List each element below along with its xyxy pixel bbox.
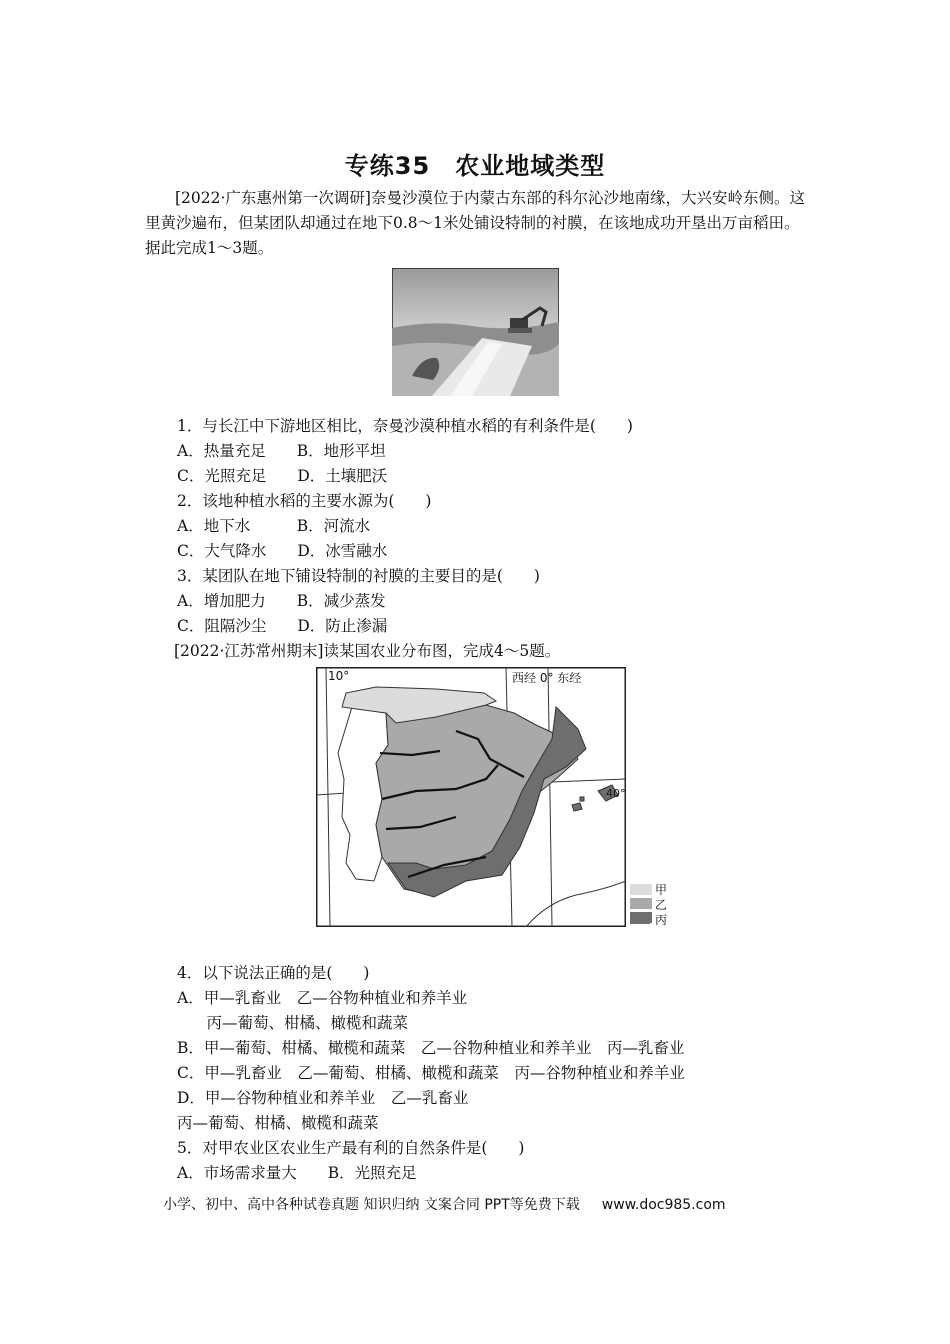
- option-line: A．地下水 B．河流水: [177, 517, 371, 535]
- page-title: 专练35 农业地域类型: [344, 152, 606, 180]
- question-group-1: [174, 415, 633, 662]
- option-line: C．甲—乳畜业 乙—葡萄、柑橘、橄榄和蔬菜 丙—谷物种植业和养羊业: [177, 1064, 685, 1082]
- question-line: 4．以下说法正确的是( ): [177, 964, 370, 982]
- option-line: C．大气降水 D．冰雪融水: [177, 542, 388, 560]
- longitude-label-center: 西经 0° 东经: [512, 671, 582, 685]
- latitude-label: 40°: [606, 787, 626, 800]
- option-line: A．市场需求量大 B．光照充足: [177, 1164, 417, 1182]
- question-line: 3．某团队在地下铺设特制的衬膜的主要目的是( ): [177, 567, 540, 585]
- option-line: A．甲—乳畜业 乙—谷物种植业和养羊业: [177, 989, 468, 1007]
- question-line: 2．该地种植水稻的主要水源为( ): [177, 492, 432, 510]
- option-line: 丙—葡萄、柑橘、橄榄和蔬菜: [177, 1114, 379, 1132]
- option-line: C．光照充足 D．土壤肥沃: [177, 467, 388, 485]
- question-line: 5．对甲农业区农业生产最有利的自然条件是( ): [177, 1139, 525, 1157]
- option-line: C．阻隔沙尘 D．防止渗漏: [177, 617, 388, 635]
- option-line: A．增加肥力 B．减少蒸发: [177, 592, 386, 610]
- agriculture-map: [316, 667, 626, 927]
- intro-paragraph-1: [2022·广东惠州第一次调研]奈曼沙漠位于内蒙古东部的科尔沁沙地南缘，大兴安岭东侧。这里黄沙遍布，但某团队却通过在地下0.8～1米处铺设特制的衬膜，在该地成功开垦出万亩稻田。据此完成1～3题。: [145, 189, 805, 257]
- desert-photo: [392, 268, 559, 396]
- footer-text: 小学、初中、高中各种试卷真题 知识归纳 文案合同 PPT等免费下载: [163, 1197, 580, 1213]
- longitude-label-left: 10°: [328, 669, 350, 683]
- option-line: 丙—葡萄、柑橘、橄榄和蔬菜: [191, 1014, 409, 1032]
- footer-link[interactable]: www.doc985.com: [601, 1197, 726, 1213]
- option-line: D．甲—谷物种植业和养羊业 乙—乳畜业: [177, 1089, 469, 1107]
- intro-paragraph-2: [2022·江苏常州期末]读某国农业分布图，完成4～5题。: [174, 642, 561, 660]
- legend-label-yi: 乙: [655, 898, 668, 912]
- legend-label-jia: 甲: [655, 883, 668, 897]
- option-line: B．甲—葡萄、柑橘、橄榄和蔬菜 乙—谷物种植业和养羊业 丙—乳畜业: [177, 1039, 685, 1057]
- question-group-2: [177, 962, 685, 1184]
- legend-swatch-bing: [630, 914, 650, 924]
- page-footer: [163, 1194, 726, 1214]
- legend-swatch-jia: [630, 884, 650, 894]
- option-line: A．热量充足 B．地形平坦: [177, 442, 386, 460]
- legend-label-bing: 丙: [655, 913, 668, 927]
- legend-swatch-yi: [630, 899, 650, 909]
- question-line: 1．与长江中下游地区相比，奈曼沙漠种植水稻的有利条件是( ): [177, 417, 633, 435]
